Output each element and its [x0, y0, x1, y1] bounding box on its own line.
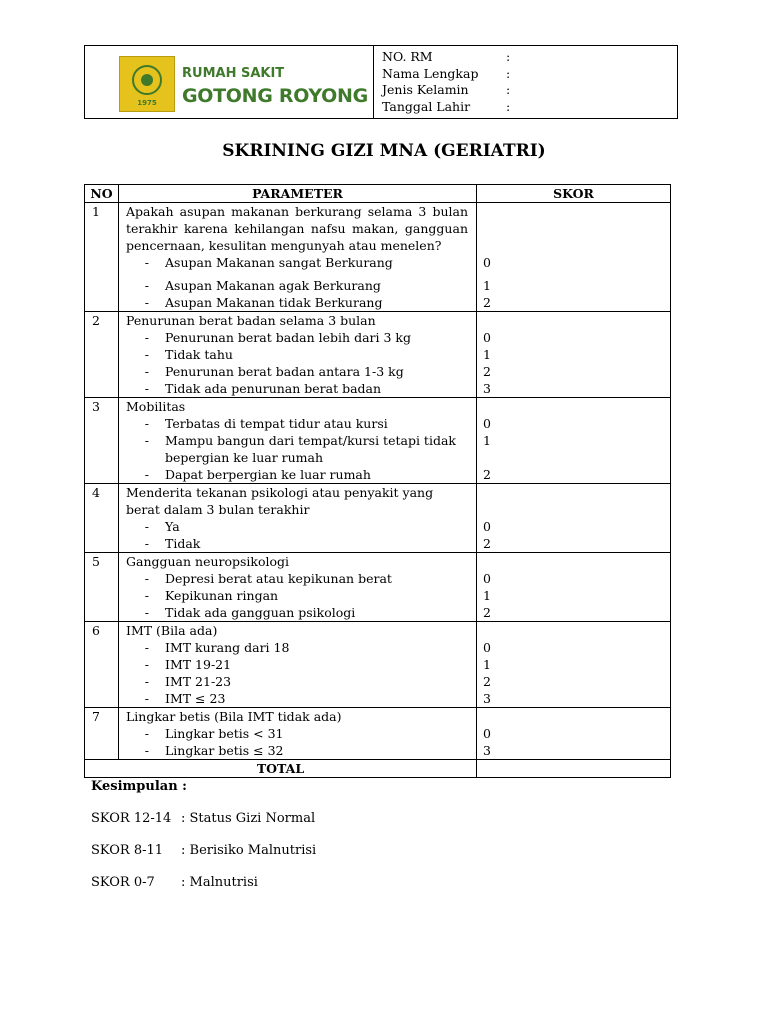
- option-dash: -: [144, 347, 149, 362]
- score-cell: [477, 484, 671, 553]
- option-item: [119, 690, 476, 707]
- option-dash: -: [144, 433, 149, 448]
- parameter-cell: [119, 622, 477, 708]
- header-parameter: PARAMETER: [119, 185, 477, 203]
- patient-field-label: Nama Lengkap: [382, 65, 479, 81]
- option-dash: -: [144, 588, 149, 603]
- option-text: Terbatas di tempat tidur atau kursi: [165, 416, 388, 431]
- parameter-cell: [119, 553, 477, 622]
- option-item: [119, 466, 476, 483]
- row-number: 2: [85, 312, 119, 398]
- option-text: Tidak tahu: [165, 347, 233, 362]
- header-skor: SKOR: [477, 185, 671, 203]
- score-value: 0: [483, 255, 491, 270]
- option-dash: -: [144, 364, 149, 379]
- row-number: 6: [85, 622, 119, 708]
- score-value: 0: [483, 330, 491, 345]
- score-value: 2: [483, 364, 491, 379]
- question-text: IMT (Bila ada): [126, 623, 218, 638]
- score-value: 2: [483, 467, 491, 482]
- option-dash: -: [144, 536, 149, 551]
- option-text: Dapat berpergian ke luar rumah: [165, 467, 371, 482]
- conclusion-item: [91, 875, 258, 890]
- option-dash: -: [144, 571, 149, 586]
- logo-year: 1975: [137, 99, 157, 107]
- score-value: 3: [483, 381, 491, 396]
- option-text: Lingkar betis ≤ 32: [165, 743, 284, 758]
- option-item: [119, 604, 476, 621]
- parameter-cell: [119, 398, 477, 484]
- total-score: [477, 760, 671, 778]
- patient-info: [374, 46, 677, 118]
- option-text: Tidak ada gangguan psikologi: [165, 605, 356, 620]
- row-number: 7: [85, 708, 119, 760]
- option-dash: -: [144, 467, 149, 482]
- row-number: 4: [85, 484, 119, 553]
- option-dash: -: [144, 605, 149, 620]
- option-item: [119, 639, 476, 656]
- option-dash: -: [144, 743, 149, 758]
- option-item: [119, 518, 476, 535]
- patient-field-label: NO. RM: [382, 49, 433, 64]
- conclusion-item: [91, 843, 316, 858]
- option-item: [119, 673, 476, 690]
- question-text: Menderita tekanan psikologi atau penyakit yang berat dalam 3 bulan terakhir: [126, 485, 434, 517]
- score-cell: [477, 312, 671, 398]
- score-value: 0: [483, 519, 491, 534]
- header-no: NO: [85, 185, 119, 203]
- table-row: [85, 553, 671, 622]
- option-item: [119, 380, 476, 397]
- score-value: 3: [483, 691, 491, 706]
- header-box: [84, 45, 678, 119]
- score-value: 0: [483, 571, 491, 586]
- option-text-line: bepergian ke luar rumah: [165, 450, 324, 465]
- score-description: : Status Gizi Normal: [181, 811, 316, 826]
- mna-table: [84, 184, 671, 778]
- option-dash: -: [144, 330, 149, 345]
- option-dash: -: [144, 295, 149, 310]
- score-range: SKOR 12-14: [91, 811, 172, 826]
- question-text: Gangguan neuropsikologi: [126, 554, 290, 569]
- option-text: [165, 432, 476, 466]
- score-value: 0: [483, 416, 491, 431]
- option-text-line: Mampu bangun dari tempat/kursi tetapi tidak: [165, 433, 456, 448]
- option-item: [119, 346, 476, 363]
- option-text: Depresi berat atau kepikunan berat: [165, 571, 392, 586]
- patient-field-separator: :: [506, 49, 511, 64]
- option-item: [119, 254, 476, 277]
- option-item: [119, 329, 476, 346]
- option-dash: -: [144, 381, 149, 396]
- option-text: Tidak: [165, 536, 201, 551]
- parameter-cell: [119, 484, 477, 553]
- score-value: 2: [483, 674, 491, 689]
- score-value: 2: [483, 536, 491, 551]
- score-cell: [477, 622, 671, 708]
- score-description: : Malnutrisi: [181, 875, 258, 890]
- table-row: [85, 398, 671, 484]
- score-cell: [477, 203, 671, 312]
- option-dash: -: [144, 519, 149, 534]
- parameter-cell: [119, 312, 477, 398]
- row-number: 3: [85, 398, 119, 484]
- total-label: TOTAL: [85, 760, 477, 778]
- patient-field-row: [382, 99, 677, 116]
- option-text: IMT 19-21: [165, 657, 232, 672]
- score-value: 2: [483, 295, 491, 310]
- page-title: SKRINING GIZI MNA (GERIATRI): [222, 141, 546, 161]
- conclusion-heading: Kesimpulan :: [91, 779, 187, 794]
- option-dash: -: [144, 726, 149, 741]
- score-value: 0: [483, 640, 491, 655]
- option-item: [119, 656, 476, 673]
- logo-emblem-icon: [132, 65, 162, 95]
- score-range: SKOR 8-11: [91, 843, 164, 858]
- parameter-cell: [119, 708, 477, 760]
- score-value: 1: [483, 588, 491, 603]
- option-item: [119, 587, 476, 604]
- question-text: Penurunan berat badan selama 3 bulan: [126, 313, 376, 328]
- patient-field-label: Tanggal Lahir: [382, 98, 471, 114]
- score-cell: [477, 708, 671, 760]
- parameter-cell: [119, 203, 477, 312]
- option-item: [119, 294, 476, 311]
- score-value: 0: [483, 726, 491, 741]
- option-item: [119, 535, 476, 552]
- patient-field-label: Jenis Kelamin: [382, 82, 469, 97]
- score-value: 3: [483, 743, 491, 758]
- conclusion-item: [91, 811, 315, 826]
- patient-field-separator: :: [506, 82, 511, 97]
- option-text: Kepikunan ringan: [165, 588, 279, 603]
- option-item: [119, 277, 476, 294]
- table-row: [85, 312, 671, 398]
- score-value: 1: [483, 278, 491, 293]
- table-header-row: [85, 185, 671, 203]
- option-text: Asupan Makanan agak Berkurang: [165, 278, 381, 293]
- option-item: [119, 742, 476, 759]
- option-text: Asupan Makanan sangat Berkurang: [165, 255, 393, 270]
- score-range: SKOR 0-7: [91, 875, 155, 890]
- option-dash: -: [144, 416, 149, 431]
- question-text: Apakah asupan makanan berkurang selama 3 bulan terakhir karena kehilangan nafsu makan, gangguan pencernaan, kesulitan mengunyah atau menelen?: [126, 204, 468, 253]
- table-row: [85, 622, 671, 708]
- score-value: 1: [483, 657, 491, 672]
- score-value: 1: [483, 347, 491, 362]
- score-value: 2: [483, 605, 491, 620]
- table-row: [85, 203, 671, 312]
- score-description: : Berisiko Malnutrisi: [181, 843, 317, 858]
- option-text: IMT 21-23: [165, 674, 232, 689]
- option-text: Tidak ada penurunan berat badan: [165, 381, 382, 396]
- option-item: [119, 725, 476, 742]
- patient-field-separator: :: [506, 98, 511, 114]
- logo-cell: [85, 46, 374, 118]
- score-cell: [477, 398, 671, 484]
- option-text: IMT ≤ 23: [165, 691, 226, 706]
- option-dash: -: [144, 640, 149, 655]
- option-dash: -: [144, 278, 149, 293]
- option-dash: -: [144, 674, 149, 689]
- option-dash: -: [144, 255, 149, 270]
- option-item: [119, 432, 476, 466]
- score-cell: [477, 553, 671, 622]
- hospital-logo: [119, 56, 175, 112]
- row-number: 5: [85, 553, 119, 622]
- option-item: [119, 415, 476, 432]
- score-value: 1: [483, 433, 491, 448]
- patient-field-row: [382, 49, 677, 66]
- option-dash: -: [144, 657, 149, 672]
- table-row: [85, 484, 671, 553]
- patient-field-row: [382, 66, 677, 83]
- option-text: Ya: [165, 519, 180, 534]
- row-number: 1: [85, 203, 119, 312]
- question-text: Mobilitas: [126, 399, 186, 414]
- option-text: Lingkar betis < 31: [165, 726, 284, 741]
- hospital-name-line1: RUMAH SAKIT: [182, 66, 285, 81]
- table-row: [85, 708, 671, 760]
- option-item: [119, 570, 476, 587]
- option-text: IMT kurang dari 18: [165, 640, 290, 655]
- option-text: Penurunan berat badan antara 1-3 kg: [165, 364, 404, 379]
- hospital-name-line2: GOTONG ROYONG: [182, 85, 368, 107]
- patient-field-separator: :: [506, 65, 511, 81]
- total-row: [85, 760, 671, 778]
- option-item: [119, 363, 476, 380]
- patient-field-row: [382, 82, 677, 99]
- option-text: Asupan Makanan tidak Berkurang: [165, 295, 383, 310]
- question-text: Lingkar betis (Bila IMT tidak ada): [126, 709, 342, 724]
- option-dash: -: [144, 691, 149, 706]
- option-text: Penurunan berat badan lebih dari 3 kg: [165, 330, 411, 345]
